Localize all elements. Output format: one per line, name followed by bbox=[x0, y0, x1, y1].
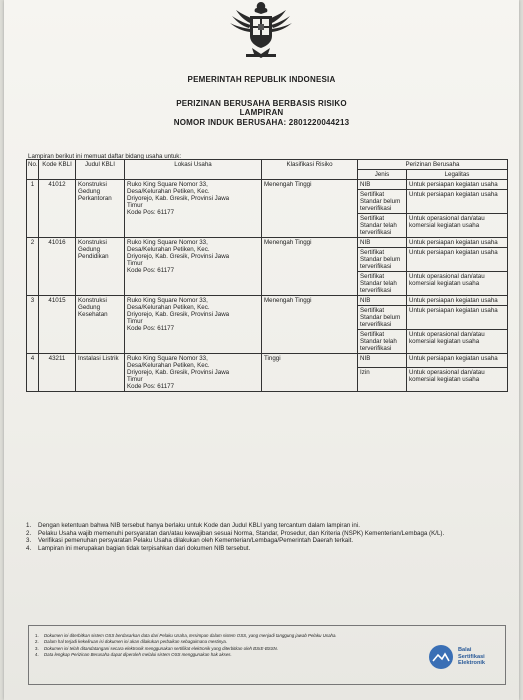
row-lokasi bbox=[125, 238, 262, 296]
note-item bbox=[26, 522, 506, 530]
row-no: 1 bbox=[27, 180, 39, 238]
lokasi-line: Desa/Kelurahan Petiken, Kec. bbox=[127, 246, 210, 253]
table-row bbox=[27, 354, 508, 368]
izin-jenis: Sertifikat Standar telah terverifikasi bbox=[358, 330, 407, 354]
row-lokasi bbox=[125, 354, 262, 392]
footer-note-text: Data lengkap Perizinan Berusaha dapat diperoleh melalui sistem OSS menggunakan hak akses. bbox=[44, 652, 232, 658]
row-judul-kbli: Konstruksi Gedung Kesehatan bbox=[76, 296, 125, 354]
izin-legalitas: Untuk persiapan kegiatan usaha bbox=[407, 238, 508, 248]
note-item bbox=[26, 530, 506, 538]
permit-title: PERIZINAN BERUSAHA BERBASIS RISIKO bbox=[176, 99, 347, 108]
lokasi-line: Ruko King Square Nomor 33, bbox=[127, 239, 208, 246]
row-no: 2 bbox=[27, 238, 39, 296]
izin-legalitas: Untuk persiapan kegiatan usaha bbox=[407, 354, 508, 368]
row-judul-kbli: Instalasi Listrik bbox=[76, 354, 125, 392]
lokasi-line: Kode Pos: 61177 bbox=[127, 325, 175, 332]
row-judul-kbli: Konstruksi Gedung Perkantoran bbox=[76, 180, 125, 238]
lokasi-line: Timur bbox=[127, 318, 143, 325]
izin-jenis: Sertifikat Standar telah terverifikasi bbox=[358, 272, 407, 296]
header-perizinan-berusaha: Perizinan Berusaha bbox=[358, 160, 508, 170]
footer-note-number: 1. bbox=[35, 633, 39, 638]
lokasi-line: Desa/Kelurahan Petiken, Kec. bbox=[127, 304, 210, 311]
row-klasifikasi: Tinggi bbox=[262, 354, 358, 392]
bsre-text bbox=[458, 647, 485, 666]
note-text: Verifikasi pemenuhan persyaratan Pelaku Usaha dilakukan oleh Kementerian/Lembaga/Pemerintah Daerah terkait. bbox=[38, 537, 354, 545]
garuda-emblem-icon bbox=[226, 0, 296, 62]
note-text: Pelaku Usaha wajib memenuhi persyaratan dan/atau kewajiban sesuai Norma, Standar, Prosedur, dan Kriteria (NSPK) Kementerian/Lembaga (K/L). bbox=[38, 529, 445, 537]
document-page bbox=[4, 0, 519, 700]
izin-jenis: NIB bbox=[358, 354, 407, 368]
footer-notes bbox=[35, 633, 435, 659]
header-legalitas: Legalitas bbox=[407, 170, 508, 180]
bsre-line3: Elektronik bbox=[458, 660, 486, 667]
izin-jenis: NIB bbox=[358, 238, 407, 248]
izin-jenis: Sertifikat Standar telah terverifikasi bbox=[358, 214, 407, 238]
izin-legalitas: Untuk persiapan kegiatan usaha bbox=[407, 248, 508, 272]
row-judul-kbli: Konstruksi Gedung Pendidikan bbox=[76, 238, 125, 296]
izin-jenis: NIB bbox=[358, 296, 407, 306]
lokasi-line: Desa/Kelurahan Petiken, Kec. bbox=[127, 362, 210, 369]
table-row bbox=[27, 180, 508, 190]
footer-note-item bbox=[35, 652, 435, 658]
header-klasifikasi-risiko: Klasifikasi Risiko bbox=[262, 160, 358, 180]
note-text: Lampiran ini merupakan bagian tidak terpisahkan dari dokumen NIB tersebut. bbox=[38, 544, 251, 552]
lokasi-line: Ruko King Square Nomor 33, bbox=[127, 297, 208, 304]
note-number: 2. bbox=[26, 529, 32, 537]
header-kode-kbli: Kode KBLI bbox=[39, 160, 76, 180]
intro-text: Lampiran berikut ini memuat daftar bidang usaha untuk: bbox=[28, 153, 182, 160]
footer-note-text: Dokumen ini diterbitkan sistem OSS berdasarkan data dari Pelaku Usaha, tersimpan dalam sistem OSS, yang menjadi tanggung jawab Pelaku Usaha. bbox=[44, 633, 337, 638]
lokasi-line: Kode Pos: 61177 bbox=[127, 209, 175, 216]
lokasi-line: Timur bbox=[127, 376, 143, 383]
kbli-table bbox=[26, 159, 508, 392]
note-text: Dengan ketentuan bahwa NIB tersebut hanya berlaku untuk Kode dan Judul KBLI yang tercantum dalam lampiran ini. bbox=[38, 522, 360, 529]
row-klasifikasi: Menengah Tinggi bbox=[262, 238, 358, 296]
izin-jenis: Sertifikat Standar belum terverifikasi bbox=[358, 248, 407, 272]
footer-note-number: 3. bbox=[35, 645, 39, 651]
row-kode-kbli: 43211 bbox=[39, 354, 76, 392]
row-kode-kbli: 41015 bbox=[39, 296, 76, 354]
header-no: No. bbox=[27, 160, 39, 180]
lokasi-line: Timur bbox=[127, 202, 143, 209]
footer-note-number: 4. bbox=[35, 652, 39, 658]
row-kode-kbli: 41012 bbox=[39, 180, 76, 238]
footer-box bbox=[28, 625, 506, 685]
row-klasifikasi: Menengah Tinggi bbox=[262, 296, 358, 354]
izin-legalitas: Untuk operasional dan/atau komersial kegiatan usaha bbox=[407, 330, 508, 354]
izin-jenis: Sertifikat Standar belum terverifikasi bbox=[358, 190, 407, 214]
lokasi-line: Ruko King Square Nomor 33, bbox=[127, 355, 208, 362]
nib-number: NOMOR INDUK BERUSAHA: 2801220044213 bbox=[173, 118, 350, 127]
lokasi-line: Kode Pos: 61177 bbox=[127, 383, 175, 390]
header-lokasi-usaha: Lokasi Usaha bbox=[125, 160, 262, 180]
izin-legalitas: Untuk persiapan kegiatan usaha bbox=[407, 296, 508, 306]
izin-jenis: NIB bbox=[358, 180, 407, 190]
header-judul-kbli: Judul KBLI bbox=[76, 160, 125, 180]
note-item bbox=[26, 545, 506, 553]
header-jenis: Jenis bbox=[358, 170, 407, 180]
table-row bbox=[27, 238, 508, 248]
lokasi-line: Timur bbox=[127, 260, 143, 267]
row-klasifikasi: Menengah Tinggi bbox=[262, 180, 358, 238]
lampiran-title: LAMPIRAN bbox=[239, 108, 284, 117]
footer-note-number: 2. bbox=[35, 639, 39, 645]
footer-note-text: Dokumen ini telah ditandatangani secara elektronik menggunakan sertifikat elektronik yang diterbitkan oleh BSrE-BSSN. bbox=[44, 645, 279, 651]
row-no: 3 bbox=[27, 296, 39, 354]
note-number: 3. bbox=[26, 537, 32, 545]
bsre-logo-icon bbox=[428, 644, 454, 670]
izin-jenis: Sertifikat Standar belum terverifikasi bbox=[358, 306, 407, 330]
lokasi-line: Driyorejo, Kab. Gresik, Provinsi Jawa bbox=[127, 253, 230, 260]
izin-legalitas: Untuk persiapan kegiatan usaha bbox=[407, 190, 508, 214]
note-item bbox=[26, 537, 506, 545]
notes-list bbox=[26, 522, 506, 552]
footer-note-text: Dalam hal terjadi kekeliruan isi dokumen ini akan dilakukan perbaikan sebagaimana mestinya. bbox=[44, 639, 228, 645]
row-no: 4 bbox=[27, 354, 39, 392]
lokasi-line: Ruko King Square Nomor 33, bbox=[127, 181, 208, 188]
lokasi-line: Driyorejo, Kab. Gresik, Provinsi Jawa bbox=[127, 195, 230, 202]
bsre-logo bbox=[428, 642, 500, 672]
izin-legalitas: Untuk operasional dan/atau komersial kegiatan usaha bbox=[407, 368, 508, 392]
note-number: 4. bbox=[26, 544, 32, 552]
izin-legalitas: Untuk persiapan kegiatan usaha bbox=[407, 306, 508, 330]
lokasi-line: Desa/Kelurahan Petiken, Kec. bbox=[127, 188, 210, 195]
izin-legalitas: Untuk operasional dan/atau komersial kegiatan usaha bbox=[407, 272, 508, 296]
bsre-line1: Balai bbox=[458, 647, 472, 654]
row-kode-kbli: 41016 bbox=[39, 238, 76, 296]
row-lokasi bbox=[125, 180, 262, 238]
izin-legalitas: Untuk persiapan kegiatan usaha bbox=[407, 180, 508, 190]
bsre-line2: Sertifikasi bbox=[458, 653, 485, 660]
note-number: 1. bbox=[26, 522, 32, 529]
table-row bbox=[27, 296, 508, 306]
izin-jenis: Izin bbox=[358, 368, 407, 392]
lokasi-line: Driyorejo, Kab. Gresik, Provinsi Jawa bbox=[127, 369, 230, 376]
row-lokasi bbox=[125, 296, 262, 354]
lokasi-line: Driyorejo, Kab. Gresik, Provinsi Jawa bbox=[127, 311, 230, 318]
government-title: PEMERINTAH REPUBLIK INDONESIA bbox=[187, 75, 336, 84]
izin-legalitas: Untuk operasional dan/atau komersial kegiatan usaha bbox=[407, 214, 508, 238]
lokasi-line: Kode Pos: 61177 bbox=[127, 267, 175, 274]
